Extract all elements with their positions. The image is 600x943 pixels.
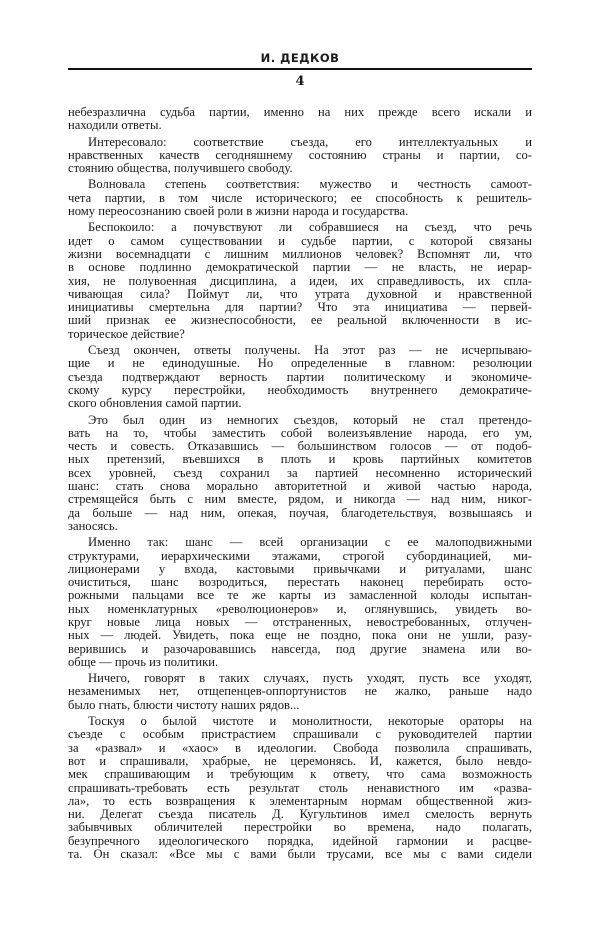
paragraph: [68, 178, 532, 218]
text-line: рожными пальцами все те же карты из замасленной колоды испытан-: [68, 588, 532, 603]
text-line: ского обновления самой партии.: [68, 396, 242, 411]
text-line: ных номенклатурных «революционеров» и, оглянувшись, увидеть во-: [68, 601, 532, 616]
text-line: жизни восемнадцати с лишним миллионов человек? Вспомнят ли, что: [68, 246, 532, 261]
text-line: обще — прочь из политики.: [68, 654, 219, 669]
text-line: скому курсу перестройки, необходимость внутреннего демократиче-: [68, 382, 532, 397]
text-line: идет о самом существовании и судьбе партии, с которой связаны: [68, 233, 532, 248]
text-line: ший признак ее жизнеспособности, ее реальной включенности в ис-: [68, 313, 532, 328]
text-line: за «развал» и «хаос» в идеологии. Свобода позволила спрашивать,: [68, 740, 532, 755]
text-line: круг новые лица новых — отстраненных, невостребованных, отлучен-: [68, 614, 532, 629]
text-line: ных претензий, въевшихся в плоть и кровь партийных комитетов: [68, 452, 532, 467]
text-line: всех уровней, съезд сохранил за партией несомненно исторический: [68, 465, 532, 480]
text-line: Ничего, говорят в таких случаях, пусть уходят, пусть все уходят,: [88, 671, 532, 686]
paragraph: [68, 414, 532, 534]
paragraph: [68, 715, 532, 861]
paragraph: [68, 106, 532, 133]
paragraph: [68, 536, 532, 669]
text-line: съезде с особым пристрастием спрашивали с руководителей партии: [68, 727, 532, 742]
text-line: торическое действие?: [68, 326, 185, 341]
text-line: нравственных качеств сегодняшнему состоянию страны и партии, со-: [68, 147, 532, 162]
text-line: в основе подлинно демократической партии — не власть, не иерар-: [68, 260, 532, 275]
text-line: находили ответы.: [68, 118, 162, 133]
text-line: заносясь.: [68, 518, 118, 533]
paragraph: [68, 136, 532, 176]
text-line: мек спрашивающим и требующим к ответу, что сама возможность: [68, 767, 532, 782]
text-line: чета партии, в том числе исторического; ее способность к решитель-: [68, 190, 532, 205]
text-line: инициативы смертельна для партии? Что эта инициатива — первей-: [68, 300, 532, 315]
text-line: ла», то есть возвращения к элементарным нормам общественной жиз-: [68, 793, 532, 808]
text-line: хия, не полувоенная дисциплина, а идеи, их справедливость, их спла-: [68, 273, 532, 288]
text-line: безупречного идеологического порядка, идейной гармонии и расцве-: [68, 833, 532, 848]
paragraph: [68, 221, 532, 341]
text-line: стремящейся быть с ним вместе, рядом, и никогда — над ним, никог-: [68, 492, 532, 507]
header-rule: [68, 68, 532, 70]
text-line: структурами, иерархическими этажами, строгой субординацией, ми-: [68, 548, 532, 563]
text-line: да больше — над ним, опекая, поучая, благодетельствуя, возвышаясь и: [68, 505, 532, 520]
text-line: Съезд окончен, ответы получены. На этот раз — не исчерпываю-: [88, 343, 532, 358]
text-line: Волновала степень соответствия: мужество и честность самоот-: [88, 177, 532, 192]
text-line: забывчивых обличителей перестройки во времена, надо полагать,: [68, 820, 532, 835]
text-line: ному переосознанию своей роли в жизни народа и государства.: [68, 204, 409, 219]
section-number: 4: [295, 74, 305, 89]
text-line: лиционерами у входа, кастовыми привычками и ритуалами, шанс: [68, 561, 532, 576]
text-line: Интересовало: соответствие съезда, его интеллектуальных и: [88, 134, 532, 149]
text-line: чивающая сила? Поймут ли, что утрата духовной и нравственной: [68, 286, 532, 301]
text-line: небезразлична судьба партии, именно на них прежде всего искали и: [68, 105, 532, 119]
text-line: вот и спрашивали, храбрые, не церемонясь. И, кажется, было невдо-: [68, 753, 532, 768]
paragraph: [68, 672, 532, 712]
text-line: незаменимых нет, отщепенцев-оппортунистов не жалко, раньше надо: [68, 684, 532, 699]
text-line: ных — людей. Увидеть, пока еще не поздно, пока они не ушли, разу-: [68, 628, 532, 643]
text-line: было гнать, блюсти чистоту наших рядов...: [68, 697, 300, 712]
text-line: Беспокоило: а почувствуют ли собравшиеся на съезд, что речь: [88, 220, 532, 235]
text-line: спрашивать-требовать есть результат столь ненавистного им «развa-: [68, 780, 532, 795]
running-title: И. ДЕДКОВ: [260, 51, 340, 65]
text-line: верившись и разочаровавшись навсегда, под другие знамена или во-: [68, 641, 532, 656]
text-line: ни. Делегат съезда писатель Д. Кугультинов имел смелость вернуть: [68, 807, 532, 822]
text-line: Именно так: шанс — всей организации с ее малоподвижными: [88, 535, 532, 550]
text-line: стоянию общества, получившего свободу.: [68, 161, 293, 176]
text-line: очиститься, шанс возродиться, перестать наконец перебирать осто-: [68, 575, 532, 590]
text-line: честь и совесть. Отказавшись — большинством голосов — от подоб-: [68, 439, 532, 454]
paragraph: [68, 344, 532, 410]
text-line: вать на то, чтобы заместить собой волеизъявление народа, его ум,: [68, 425, 532, 440]
text-line: Это был один из немногих съездов, который не стал претендо-: [88, 412, 532, 427]
text-line: Тоскуя о былой чистоте и монолитности, некоторые ораторы на: [88, 714, 532, 729]
text-line: съезда подтверждают верность партии политическому и экономиче-: [68, 369, 532, 384]
text-line: щие и не единодушные. Но определенные в главном: резолюции: [68, 356, 532, 371]
article-body: [68, 106, 532, 864]
text-line: шанс: стать снова морально авторитетной и живой частью народа,: [68, 479, 532, 494]
text-line: та. Он сказал: «Все мы с вами были трусами, все мы с вами сидели: [68, 847, 532, 862]
